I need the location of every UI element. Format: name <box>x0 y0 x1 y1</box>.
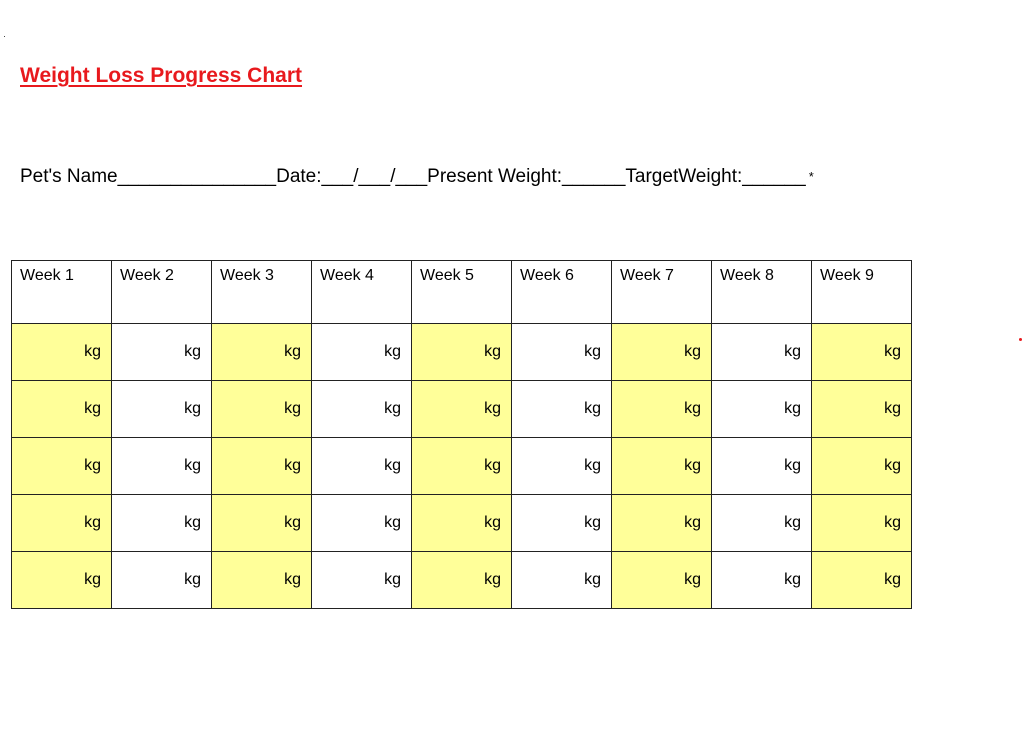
weight-cell[interactable]: kg <box>412 381 512 438</box>
weight-cell[interactable]: kg <box>412 438 512 495</box>
weight-cell[interactable]: kg <box>512 381 612 438</box>
table-row <box>12 495 912 552</box>
weight-cell[interactable]: kg <box>612 381 712 438</box>
weight-cell[interactable]: kg <box>712 324 812 381</box>
weight-cell[interactable]: kg <box>712 552 812 609</box>
weight-cell[interactable]: kg <box>312 324 412 381</box>
header-week-3: Week 3 <box>212 261 312 324</box>
weight-cell[interactable]: kg <box>612 552 712 609</box>
weight-cell[interactable]: kg <box>112 324 212 381</box>
weight-cell[interactable]: kg <box>712 438 812 495</box>
weight-cell[interactable]: kg <box>312 495 412 552</box>
weight-cell[interactable]: kg <box>12 438 112 495</box>
weight-cell[interactable]: kg <box>512 324 612 381</box>
weight-cell[interactable]: kg <box>12 324 112 381</box>
weight-cell[interactable]: kg <box>812 552 912 609</box>
stray-dot-top-left <box>4 36 5 37</box>
table-header-row <box>12 261 912 324</box>
weight-cell[interactable]: kg <box>112 381 212 438</box>
weight-cell[interactable]: kg <box>112 438 212 495</box>
weight-cell[interactable]: kg <box>512 438 612 495</box>
weight-cell[interactable]: kg <box>212 324 312 381</box>
weight-cell[interactable]: kg <box>212 438 312 495</box>
weight-cell[interactable]: kg <box>212 552 312 609</box>
header-week-6: Week 6 <box>512 261 612 324</box>
weight-cell[interactable]: kg <box>712 381 812 438</box>
header-week-5: Week 5 <box>412 261 512 324</box>
weight-cell[interactable]: kg <box>812 495 912 552</box>
pet-info-fields: Pet's Name_______________Date:___/___/___Present Weight:______TargetWeight:______ <box>20 166 806 187</box>
header-week-8: Week 8 <box>712 261 812 324</box>
weight-cell[interactable]: kg <box>312 381 412 438</box>
page-title: Weight Loss Progress Chart <box>20 64 303 87</box>
table-row <box>12 438 912 495</box>
weight-cell[interactable]: kg <box>212 381 312 438</box>
weight-cell[interactable]: kg <box>312 552 412 609</box>
weight-cell[interactable]: kg <box>812 381 912 438</box>
weekly-weight-table <box>11 260 912 609</box>
weight-cell[interactable]: kg <box>112 552 212 609</box>
asterisk-mark: * <box>808 169 814 184</box>
weight-cell[interactable]: kg <box>812 324 912 381</box>
stray-dot-right <box>1019 338 1022 341</box>
weight-cell[interactable]: kg <box>612 324 712 381</box>
weight-cell[interactable]: kg <box>12 552 112 609</box>
table-row <box>12 324 912 381</box>
weight-cell[interactable]: kg <box>12 381 112 438</box>
header-week-1: Week 1 <box>12 261 112 324</box>
weight-cell[interactable]: kg <box>612 438 712 495</box>
weight-cell[interactable]: kg <box>12 495 112 552</box>
header-week-9: Week 9 <box>812 261 912 324</box>
weight-cell[interactable]: kg <box>212 495 312 552</box>
weight-cell[interactable]: kg <box>412 552 512 609</box>
weight-cell[interactable]: kg <box>712 495 812 552</box>
header-week-4: Week 4 <box>312 261 412 324</box>
weight-cell[interactable]: kg <box>512 552 612 609</box>
header-week-7: Week 7 <box>612 261 712 324</box>
header-week-2: Week 2 <box>112 261 212 324</box>
table-row <box>12 381 912 438</box>
table-row <box>12 552 912 609</box>
weight-cell[interactable]: kg <box>612 495 712 552</box>
weight-cell[interactable]: kg <box>812 438 912 495</box>
weight-cell[interactable]: kg <box>412 324 512 381</box>
weight-cell[interactable]: kg <box>512 495 612 552</box>
pet-info-form-line <box>20 166 814 188</box>
weight-cell[interactable]: kg <box>112 495 212 552</box>
weight-cell[interactable]: kg <box>312 438 412 495</box>
weight-cell[interactable]: kg <box>412 495 512 552</box>
